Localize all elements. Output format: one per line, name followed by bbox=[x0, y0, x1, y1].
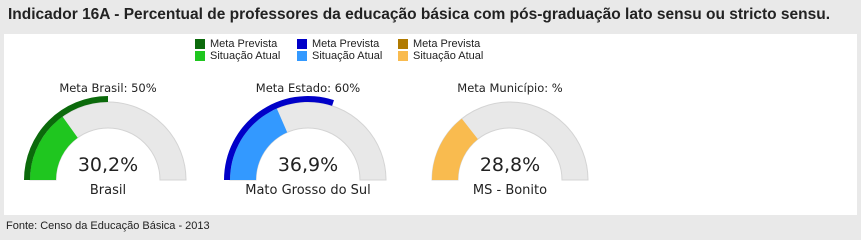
gauge-meta-label-1: Meta Brasil: 50% bbox=[59, 81, 157, 95]
chart-title: Indicador 16A - Percentual de professores da educação básica com pós-graduação lato sensu ou stricto sensu. bbox=[8, 6, 831, 23]
legend-label-meta-2: Meta Prevista bbox=[312, 38, 380, 50]
legend-label-atual-2: Situação Atual bbox=[312, 50, 383, 62]
gauge-value-label-3: 28,8% bbox=[479, 154, 541, 176]
legend-label-meta-3: Meta Prevista bbox=[413, 38, 481, 50]
gauge-place-label-3: MS - Bonito bbox=[472, 183, 548, 198]
gauge-value-label-1: 30,2% bbox=[77, 154, 139, 176]
gauge-meta-label-2: Meta Estado: 60% bbox=[255, 81, 361, 95]
source-note: Fonte: Censo da Educação Básica - 2013 bbox=[6, 220, 210, 232]
legend-label-atual-3: Situação Atual bbox=[413, 50, 484, 62]
legend-label-atual-1: Situação Atual bbox=[210, 50, 281, 62]
gauge-place-label-2: Mato Grosso do Sul bbox=[245, 183, 371, 198]
legend-label-meta-1: Meta Prevista bbox=[210, 38, 278, 50]
gauge-value-label-2: 36,9% bbox=[277, 154, 339, 176]
gauge-meta-label-3: Meta Município: % bbox=[457, 81, 563, 95]
gauge-place-label-1: Brasil bbox=[89, 183, 127, 198]
